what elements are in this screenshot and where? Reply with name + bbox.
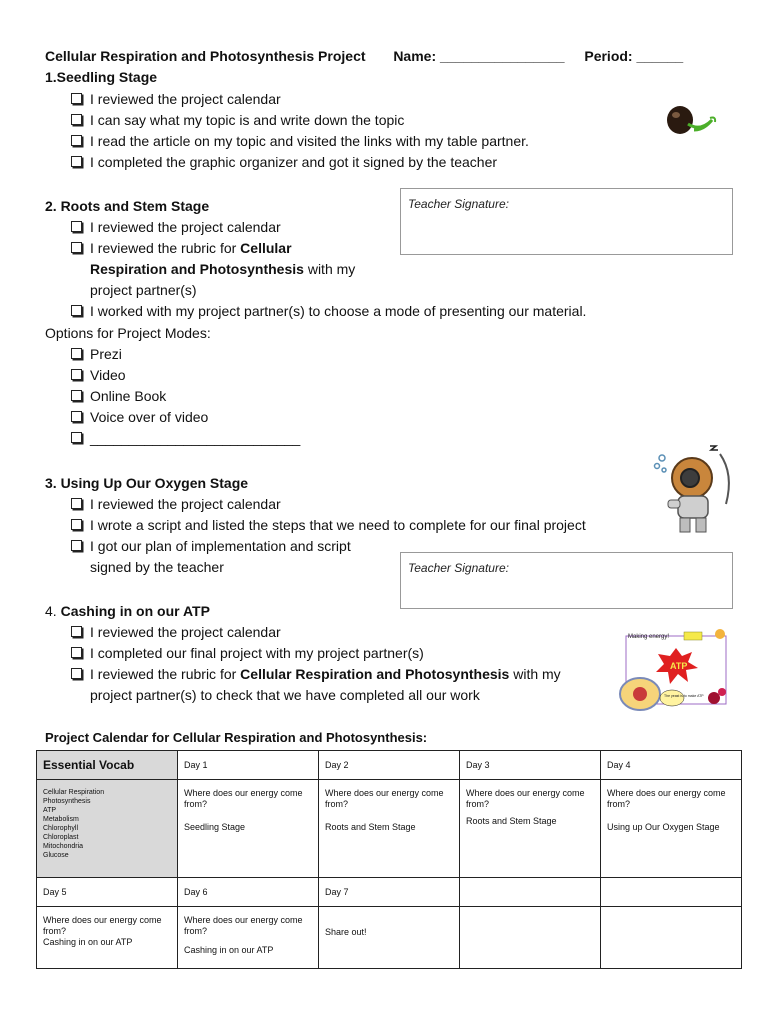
stage3-heading: 3. Using Up Our Oxygen Stage bbox=[45, 475, 249, 491]
checkbox-icon[interactable] bbox=[71, 305, 82, 316]
option-item[interactable]: ___________________________ bbox=[71, 428, 300, 449]
day-cell: Where does our energy come from? Cashing in on our ATP bbox=[178, 907, 319, 969]
checkbox-icon[interactable] bbox=[71, 156, 82, 167]
day-header: Day 4 bbox=[601, 751, 742, 780]
stage1-checklist bbox=[71, 89, 529, 173]
checkbox-icon[interactable] bbox=[71, 540, 82, 551]
stage4-heading: 4. Cashing in on our ATP bbox=[45, 603, 210, 619]
checkbox-icon[interactable] bbox=[71, 93, 82, 104]
diver-illustration bbox=[648, 440, 738, 536]
checkbox-icon[interactable] bbox=[71, 411, 82, 422]
stage1-heading: 1.Seedling Stage bbox=[45, 69, 158, 85]
checkbox-icon[interactable] bbox=[71, 221, 82, 232]
checklist-item-continued: Respiration and Photosynthesis with my bbox=[90, 261, 356, 277]
signature-label: Teacher Signature: bbox=[408, 197, 509, 211]
checkbox-icon[interactable] bbox=[71, 348, 82, 359]
table-row bbox=[37, 751, 742, 780]
checklist-item[interactable]: I reviewed the project calendar bbox=[71, 217, 586, 238]
checklist-item[interactable]: I completed our final project with my project partner(s) bbox=[71, 643, 561, 664]
checklist-item-continued: project partner(s) to check that we have completed all our work bbox=[90, 687, 480, 703]
stage4-checklist bbox=[71, 622, 561, 706]
option-item[interactable]: Video bbox=[71, 365, 300, 386]
period-field[interactable]: Period: ______ bbox=[584, 48, 684, 64]
day-cell: Share out! bbox=[319, 907, 460, 969]
atp-illustration bbox=[614, 626, 740, 718]
checkbox-icon[interactable] bbox=[71, 369, 82, 380]
checkbox-icon[interactable] bbox=[71, 242, 82, 253]
checklist-item[interactable]: I read the article on my topic and visited the links with my table partner. bbox=[71, 131, 529, 152]
empty-cell bbox=[601, 907, 742, 969]
day-cell: Where does our energy come from? Using up Our Oxygen Stage bbox=[601, 780, 742, 878]
options-label: Options for Project Modes: bbox=[45, 325, 211, 341]
signature-label: Teacher Signature: bbox=[408, 561, 509, 575]
project-calendar-table bbox=[36, 750, 742, 969]
checklist-item-continued: signed by the teacher bbox=[90, 559, 224, 575]
option-item[interactable]: Prezi bbox=[71, 344, 300, 365]
day-cell: Where does our energy come from? Seedling Stage bbox=[178, 780, 319, 878]
checklist-item[interactable]: I got our plan of implementation and script bbox=[71, 536, 586, 557]
page-title bbox=[45, 48, 683, 64]
empty-cell bbox=[460, 907, 601, 969]
checkbox-icon[interactable] bbox=[71, 432, 82, 443]
making-energy-text: Making energy! bbox=[628, 634, 670, 640]
checkbox-icon[interactable] bbox=[71, 626, 82, 637]
day-cell: Where does our energy come from? Cashing in on our ATP bbox=[37, 907, 178, 969]
atp-text: ATP bbox=[670, 661, 688, 671]
option-item[interactable]: Voice over of video bbox=[71, 407, 300, 428]
checklist-item[interactable]: I wrote a script and listed the steps that we need to complete for our final project bbox=[71, 515, 586, 536]
project-modes-list bbox=[71, 344, 300, 449]
stage2-checklist bbox=[71, 217, 586, 322]
day-header: Day 5 bbox=[37, 878, 178, 907]
checkbox-icon[interactable] bbox=[71, 135, 82, 146]
project-title: Cellular Respiration and Photosynthesis Project bbox=[45, 48, 366, 64]
checklist-item[interactable]: I reviewed the project calendar bbox=[71, 494, 586, 515]
day-header: Day 7 bbox=[319, 878, 460, 907]
table-row bbox=[37, 878, 742, 907]
checkbox-icon[interactable] bbox=[71, 390, 82, 401]
checkbox-icon[interactable] bbox=[71, 498, 82, 509]
checkbox-icon[interactable] bbox=[71, 647, 82, 658]
table-row bbox=[37, 907, 742, 969]
day-header: Day 1 bbox=[178, 751, 319, 780]
checklist-item-continued: project partner(s) bbox=[90, 282, 197, 298]
calendar-heading: Project Calendar for Cellular Respiration and Photosynthesis: bbox=[45, 730, 428, 745]
day-cell: Where does our energy come from? Roots and Stem Stage bbox=[319, 780, 460, 878]
option-item[interactable]: Online Book bbox=[71, 386, 300, 407]
vocab-header: Essential Vocab bbox=[37, 751, 178, 780]
name-field[interactable]: Name: ________________ bbox=[393, 48, 565, 64]
checklist-item[interactable]: I can say what my topic is and write down the topic bbox=[71, 110, 529, 131]
checkbox-icon[interactable] bbox=[71, 519, 82, 530]
seedling-illustration bbox=[660, 100, 720, 142]
checklist-item[interactable]: I worked with my project partner(s) to choose a mode of presenting our material. bbox=[71, 301, 586, 322]
day-header: Day 3 bbox=[460, 751, 601, 780]
empty-cell bbox=[601, 878, 742, 907]
checklist-item[interactable]: I completed the graphic organizer and got it signed by the teacher bbox=[71, 152, 529, 173]
table-row bbox=[37, 780, 742, 878]
checkbox-icon[interactable] bbox=[71, 114, 82, 125]
day-header: Day 2 bbox=[319, 751, 460, 780]
checklist-item[interactable]: I reviewed the rubric for Cellular bbox=[71, 238, 586, 259]
empty-cell bbox=[460, 878, 601, 907]
checklist-item[interactable]: I reviewed the rubric for Cellular Respiration and Photosynthesis with my bbox=[71, 664, 561, 685]
checkbox-icon[interactable] bbox=[71, 668, 82, 679]
bubble-text: The yeast is to make ATP bbox=[664, 694, 704, 698]
checklist-item[interactable]: I reviewed the project calendar bbox=[71, 622, 561, 643]
stage2-heading: 2. Roots and Stem Stage bbox=[45, 198, 210, 214]
teacher-signature-box[interactable] bbox=[400, 552, 733, 609]
day-cell: Where does our energy come from? Roots and Stem Stage bbox=[460, 780, 601, 878]
day-header: Day 6 bbox=[178, 878, 319, 907]
checklist-item[interactable]: I reviewed the project calendar bbox=[71, 89, 529, 110]
vocab-list: Cellular Respiration Photosynthesis ATP Metabolism Chlorophyll Chloroplast Mitochondria Glucose bbox=[37, 780, 178, 878]
